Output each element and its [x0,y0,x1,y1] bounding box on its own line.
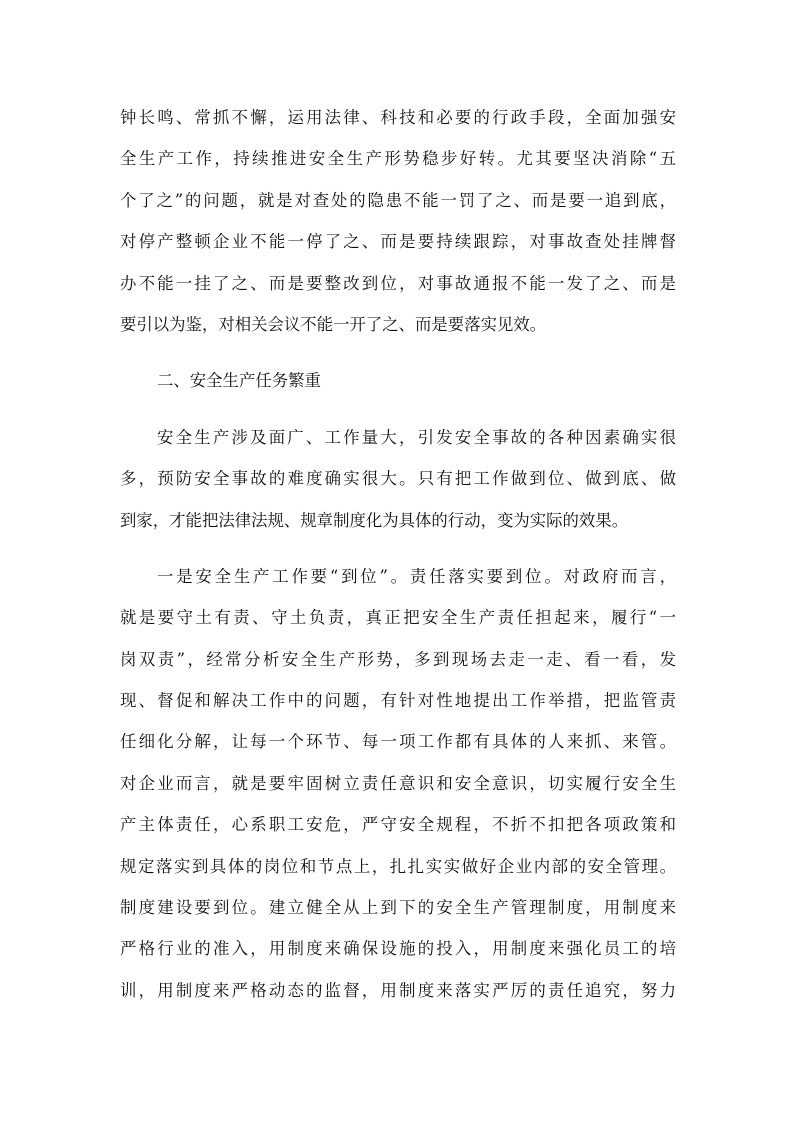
paragraph-3-line-8: 规定落实到具体的岗位和节点上，扎扎实实做好企业内部的安全管理。 [120,856,676,876]
paragraph-1-line-6: 要引以为鉴，对相关会议不能一开了之、而是要落实见效。 [120,314,547,334]
paragraph-2-line-3: 到家，才能把法律法规、规章制度化为具体的行动，变为实际的效果。 [120,510,629,530]
paragraph-3-line-4: 现、督促和解决工作中的问题，有针对性地提出工作举措，把监管责 [120,691,676,711]
paragraph-1-line-5: 办不能一挂了之、而是要整改到位，对事故通报不能一发了之、而是 [120,273,676,293]
paragraph-3-line-5: 任细化分解，让每一个环节、每一项工作都有具体的人来抓、来管。 [120,732,676,752]
document-body [120,97,676,1011]
paragraph-spacer [120,345,676,360]
paragraph-1-line-3: 个了之”的问题，就是对查处的隐患不能一罚了之、而是要一追到底， [120,190,676,210]
paragraph-3-line-1: 一是安全生产工作要“到位”。责任落实要到位。对政府而言， [157,566,676,586]
paragraph-3-line-9: 制度建设要到位。建立健全从上到下的安全生产管理制度，用制度来 [120,898,676,918]
paragraph-1-line-1: 钟长鸣、常抓不懈，运用法律、科技和必要的行政手段，全面加强安 [120,108,676,127]
paragraph-3-line-3: 岗双责”，经常分析安全生产形势，多到现场去走一走、看一看，发 [120,649,676,669]
paragraph-spacer [120,541,676,556]
section-heading: 二、安全生产任务繁重 [157,371,321,391]
paragraph-2-line-2: 多，预防安全事故的难度确实很大。只有把工作做到位、做到底、做 [120,469,676,489]
paragraph-1-line-4: 对停产整顿企业不能一停了之、而是要持续跟踪，对事故查处挂牌督 [120,232,676,252]
paragraph-3-line-11: 训，用制度来严格动态的监督，用制度来落实严厉的责任追究，努力 [120,980,676,1000]
paragraph-spacer [120,402,676,417]
paragraph-3-line-10: 严格行业的准入，用制度来确保设施的投入，用制度来强化员工的培 [120,939,676,959]
paragraph-2-line-1: 安全生产涉及面广、工作量大，引发安全事故的各种因素确实很 [157,427,676,447]
paragraph-3-line-6: 对企业而言，就是要牢固树立责任意识和安全意识，切实履行安全生 [120,773,676,793]
paragraph-3-line-7: 产主体责任，心系职工安危，严守安全规程，不折不扣把各项政策和 [120,815,676,835]
paragraph-1-line-2: 全生产工作，持续推进安全生产形势稳步好转。尤其要坚决消除“五 [120,149,676,169]
paragraph-3-line-2: 就是要守土有责、守土负责，真正把安全生产责任担起来，履行“一 [120,608,676,628]
